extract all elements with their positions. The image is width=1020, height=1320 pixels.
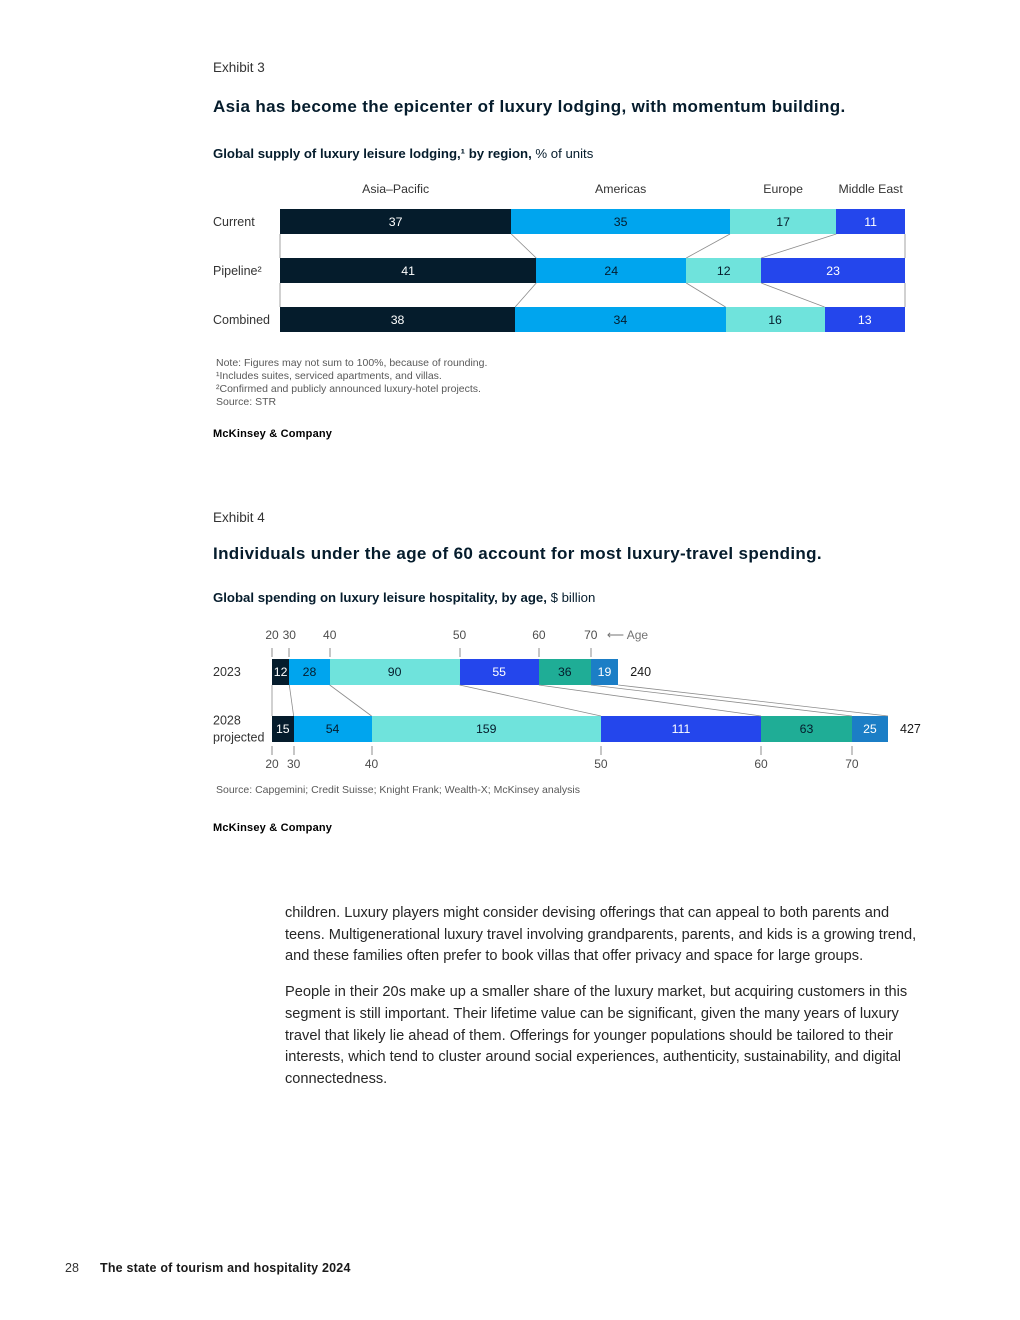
exhibit4-label: Exhibit 4	[213, 510, 265, 525]
bar-segment: 159	[372, 716, 601, 742]
bar-segment: 63	[761, 716, 852, 742]
exhibit3-subtitle	[213, 146, 593, 161]
exhibit4-subtitle	[213, 590, 595, 605]
tick-mark	[538, 648, 539, 657]
bar-segment: 28	[289, 659, 329, 685]
column-header: Europe	[763, 182, 803, 196]
tick-mark	[272, 746, 273, 755]
age-tick-label-top: 60	[532, 628, 546, 642]
stacked-bar	[272, 716, 888, 742]
bar-segment: 17	[730, 209, 836, 234]
age-tick-label-bottom: 20	[265, 757, 279, 771]
row-label: Current	[213, 214, 255, 229]
tick-mark	[590, 648, 591, 657]
bar-segment: 34	[515, 307, 725, 332]
age-tick-label-top: 40	[323, 628, 337, 642]
bar-segment: 12	[686, 258, 761, 283]
exhibit3-notes	[216, 357, 487, 409]
exhibit4-subtitle-unit: $ billion	[546, 590, 596, 605]
bar-segment: 41	[280, 258, 536, 283]
bar-segment: 55	[460, 659, 539, 685]
age-tick-label-bottom: 50	[594, 757, 608, 771]
tick-mark	[371, 746, 372, 755]
column-header: Asia–Pacific	[362, 182, 430, 196]
tick-mark	[272, 648, 273, 657]
flow-connectors	[280, 234, 905, 258]
bar-segment: 111	[601, 716, 761, 742]
bar-total: 240	[630, 665, 652, 679]
tick-mark	[293, 746, 294, 755]
page-number: 28	[65, 1261, 79, 1275]
flow-connectors	[272, 685, 888, 716]
age-tick-label-bottom: 40	[364, 757, 379, 771]
exhibit4-subtitle-bold: Global spending on luxury leisure hospitality, by age,	[213, 590, 547, 605]
stacked-bar	[272, 659, 618, 685]
age-tick-label-top: 30	[282, 628, 296, 642]
tick-mark	[851, 746, 852, 755]
bar-segment: 23	[761, 258, 905, 283]
age-tick-label-top: 20	[265, 628, 279, 642]
bar-segment: 19	[591, 659, 618, 685]
row-label: 2028 projected	[213, 713, 265, 744]
bar-segment: 15	[272, 716, 294, 742]
age-tick-label-top: 50	[452, 628, 467, 642]
flow-connectors	[280, 283, 905, 307]
footer-title: The state of tourism and hospitality 2024	[100, 1261, 351, 1275]
age-tick-label-top: 70	[584, 628, 598, 642]
mckinsey-brand: McKinsey & Company	[213, 822, 333, 834]
bar-segment: 24	[536, 258, 686, 283]
exhibit4-title: Individuals under the age of 60 account for most luxury-travel spending.	[213, 544, 822, 563]
bar-segment: 36	[539, 659, 591, 685]
exhibit4-chart	[213, 628, 982, 778]
stacked-bar	[280, 209, 905, 234]
row-label: Combined	[213, 312, 270, 327]
bar-segment: 35	[511, 209, 730, 234]
column-header: Americas	[595, 182, 647, 196]
exhibit3-subtitle-bold: Global supply of luxury leisure lodging,¹ by region,	[213, 146, 532, 161]
bar-segment: 37	[280, 209, 511, 234]
body-paragraph: People in their 20s make up a smaller share of the luxury market, but acquiring customers in this segment is still important. Their lifetime value can be significant, given the many years of luxury travel that likely lie ahead of them. Offerings for younger populations should be tailored to their interests, which tend to cluster around social experiences, authenticity, sustainability, and digital connectedness.	[285, 984, 908, 1087]
tick-mark	[289, 648, 290, 657]
tick-mark	[600, 746, 601, 755]
column-header: Middle East	[838, 182, 903, 196]
age-tick-label-bottom: 30	[286, 757, 301, 771]
bar-total: 427	[900, 722, 921, 736]
age-tick-label-bottom: 60	[754, 757, 768, 771]
bar-segment: 11	[836, 209, 905, 234]
exhibit4-source: Source: Capgemini; Credit Suisse; Knight Frank; Wealth-X; McKinsey analysis	[216, 784, 580, 796]
exhibit3-subtitle-unit: % of units	[531, 146, 594, 161]
bar-segment: 16	[726, 307, 825, 332]
stacked-bar	[280, 307, 905, 332]
exhibit3-chart	[213, 182, 905, 334]
body-text	[285, 903, 925, 1091]
tick-mark	[459, 648, 460, 657]
bar-segment: 38	[280, 307, 515, 332]
source-line: Source: STR	[216, 396, 277, 408]
row-label: 2023	[213, 664, 241, 679]
bar-segment: 13	[825, 307, 905, 332]
note-line: ²Confirmed and publicly announced luxury-hotel projects.	[216, 383, 481, 395]
age-tick-label-bottom: 70	[845, 757, 859, 771]
row-label: Pipeline²	[213, 263, 262, 278]
bar-segment: 90	[330, 659, 460, 685]
tick-mark	[329, 648, 330, 657]
bar-segment: 54	[294, 716, 372, 742]
mckinsey-brand: McKinsey & Company	[213, 428, 333, 440]
note-line: Note: Figures may not sum to 100%, because of rounding.	[216, 357, 488, 369]
exhibit3-label: Exhibit 3	[213, 60, 265, 75]
tick-mark	[761, 746, 762, 755]
bar-segment: 12	[272, 659, 289, 685]
bar-segment: 25	[852, 716, 888, 742]
body-paragraph: children. Luxury players might consider devising offerings that can appeal to both parents and teens. Multigenerational luxury travel involving grandparents, parents, and kids is a growing trend, and these families often prefer to book villas that offer privacy and space for large groups.	[285, 905, 917, 965]
exhibit3-title: Asia has become the epicenter of luxury lodging, with momentum building.	[213, 97, 846, 116]
age-axis-legend: ⟵ Age	[606, 628, 649, 642]
note-line: ¹Includes suites, serviced apartments, and villas.	[216, 370, 442, 382]
stacked-bar	[280, 258, 905, 283]
